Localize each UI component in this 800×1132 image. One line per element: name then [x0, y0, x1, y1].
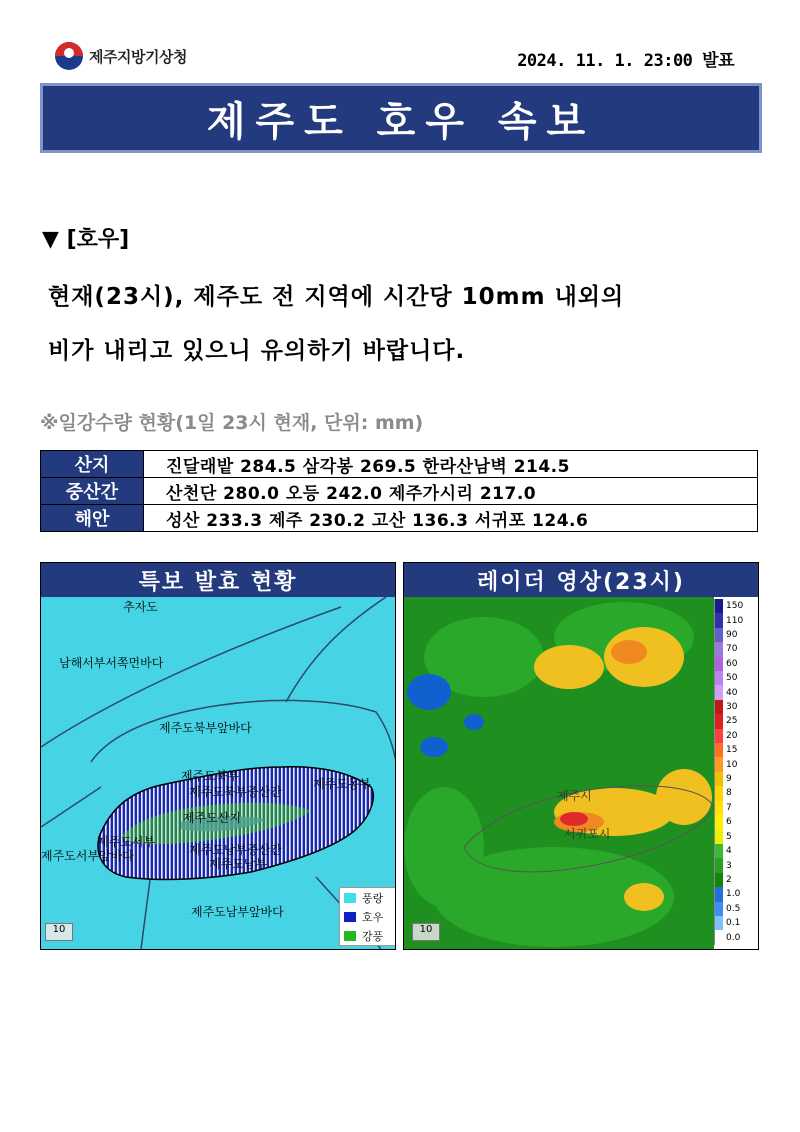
radar-scale-value: 2	[726, 874, 732, 885]
label-north: 제주도북부	[181, 769, 239, 783]
label-chuja: 추자도	[123, 600, 158, 614]
radar-scale-value: 6	[726, 817, 732, 828]
radar-scale-value: 40	[726, 687, 738, 698]
radar-scale-step	[714, 930, 758, 944]
label-east: 제주도동부	[313, 777, 371, 791]
radar-scale-value: 5	[726, 831, 732, 842]
radar-scale-swatch	[714, 815, 723, 829]
row-label: 중산간	[41, 478, 144, 505]
radar-panel	[403, 562, 759, 950]
radar-scale-swatch	[714, 613, 723, 627]
radar-scale-swatch	[714, 743, 723, 757]
radar-scale-step	[714, 844, 758, 858]
rainfall-note: ※일강수량 현황(1일 23시 현재, 단위: mm)	[40, 412, 424, 434]
radar-scale-value: 25	[726, 716, 738, 727]
radar-scale-step	[714, 757, 758, 771]
radar-scale-value: 10	[726, 759, 738, 770]
radar-scale-value: 0.1	[726, 918, 741, 929]
label-south-mid: 제주도남부중산간	[189, 843, 282, 857]
radar-scale-swatch	[714, 873, 723, 887]
radar-scale-step	[714, 671, 758, 685]
row-values: 산천단 280.0 오등 242.0 제주가시리 217.0	[144, 478, 758, 505]
radar-scale-swatch	[714, 786, 723, 800]
message-line-2: 비가 내리고 있으니 유의하기 바랍니다.	[48, 338, 466, 364]
radar-scale-step	[714, 873, 758, 887]
rainfall-table	[40, 450, 758, 532]
radar-scale-value: 60	[726, 658, 738, 669]
radar-scale-value: 30	[726, 702, 738, 713]
radar-scale-value: 150	[726, 601, 744, 612]
row-values: 진달래밭 284.5 삼각봉 269.5 한라산남벽 214.5	[144, 451, 758, 478]
radar-scale-swatch	[714, 700, 723, 714]
legend-swatch	[344, 931, 356, 941]
legend-swatch	[344, 912, 356, 922]
radar-scale-value: 15	[726, 745, 738, 756]
radar-scale-step	[714, 657, 758, 671]
radar-scale-step	[714, 815, 758, 829]
message-line-1: 현재(23시), 제주도 전 지역에 시간당 10mm 내외의	[48, 284, 625, 310]
radar-scale-swatch	[714, 714, 723, 728]
radar-scale-swatch	[714, 729, 723, 743]
radar-color-scale	[714, 599, 758, 945]
legend-swatch	[344, 893, 356, 903]
section-heading: ▼ [호우]	[42, 227, 130, 252]
radar-scale-value: 110	[726, 615, 744, 626]
radar-scale-step	[714, 887, 758, 901]
agency-name: 제주지방기상청	[89, 47, 187, 66]
label-seogwipo-city: 서귀포시	[564, 827, 611, 841]
radar-scale-step	[714, 700, 758, 714]
radar-scale-swatch	[714, 902, 723, 916]
row-label: 해안	[41, 505, 144, 532]
radar-scale-swatch	[714, 772, 723, 786]
radar-scale-swatch	[714, 916, 723, 930]
radar-scale-step	[714, 685, 758, 699]
legend-item	[340, 926, 396, 945]
radar-scale-value: 1.0	[726, 889, 741, 900]
radar-scale-step	[714, 858, 758, 872]
legend-label: 풍랑	[362, 891, 384, 905]
radar-scale-step	[714, 772, 758, 786]
radar-scale-swatch	[714, 844, 723, 858]
radar-scale-step	[714, 916, 758, 930]
warning-legend	[339, 887, 396, 946]
map-scale-label: 10	[45, 923, 73, 941]
label-south-sea: 제주도남부앞바다	[191, 905, 284, 919]
radar-scale-value: 9	[726, 774, 732, 785]
title-banner	[40, 83, 762, 153]
radar-scale-swatch	[714, 671, 723, 685]
radar-scale-value: 90	[726, 630, 738, 641]
radar-scale-swatch	[714, 801, 723, 815]
radar-scale-swatch	[714, 858, 723, 872]
issued-time: 2024. 11. 1. 23:00 발표	[517, 51, 734, 71]
table-row	[41, 505, 758, 532]
warning-map-panel	[40, 562, 396, 950]
page-title: 제주도 호우 속보	[206, 98, 596, 145]
radar-scale-swatch	[714, 830, 723, 844]
radar-scale-value: 70	[726, 644, 738, 655]
radar-scale-value: 20	[726, 730, 738, 741]
label-north-sea: 제주도북부앞바다	[159, 721, 252, 735]
radar-scale-step	[714, 714, 758, 728]
radar-scale-step	[714, 786, 758, 800]
radar-image	[404, 597, 758, 949]
table-row	[41, 478, 758, 505]
agency-logo	[55, 40, 187, 72]
legend-label: 강풍	[362, 929, 384, 943]
warning-map-title: 특보 발효 현황	[41, 563, 395, 597]
radar-scale-value: 3	[726, 860, 732, 871]
radar-svg	[404, 597, 759, 949]
radar-scale-swatch	[714, 887, 723, 901]
radar-scale-value: 7	[726, 802, 732, 813]
radar-scale-swatch	[714, 930, 723, 944]
radar-scale-step	[714, 599, 758, 613]
radar-scale-step	[714, 729, 758, 743]
label-mountain: 제주도산지	[183, 811, 241, 825]
radar-scale-step	[714, 830, 758, 844]
radar-scale-step	[714, 642, 758, 656]
label-sw-sea: 남해서부서쪽먼바다	[59, 656, 164, 670]
radar-scale-swatch	[714, 757, 723, 771]
legend-item	[340, 907, 396, 926]
radar-scale-step	[714, 628, 758, 642]
row-values: 성산 233.3 제주 230.2 고산 136.3 서귀포 124.6	[144, 505, 758, 532]
label-north-mid: 제주도북부중산간	[189, 785, 282, 799]
table-row	[41, 451, 758, 478]
radar-scale-step	[714, 801, 758, 815]
radar-scale-swatch	[714, 628, 723, 642]
row-label: 산지	[41, 451, 144, 478]
label-south: 제주도남부	[209, 857, 267, 871]
label-west: 제주도서부	[97, 835, 155, 849]
radar-scale-swatch	[714, 685, 723, 699]
radar-scale-swatch	[714, 657, 723, 671]
radar-scale-step	[714, 613, 758, 627]
radar-scale-swatch	[714, 599, 723, 613]
radar-scale-swatch	[714, 642, 723, 656]
label-jeju-city: 제주시	[557, 789, 592, 803]
radar-scale-step	[714, 902, 758, 916]
radar-scale-step	[714, 743, 758, 757]
radar-scale-value: 8	[726, 788, 732, 799]
kma-emblem-icon	[55, 42, 83, 70]
radar-scale-value: 4	[726, 846, 732, 857]
radar-scale-value: 0.5	[726, 903, 741, 914]
radar-scale-value: 0.0	[726, 932, 741, 943]
legend-item	[340, 888, 396, 907]
label-west-sea: 제주도서부앞바다	[41, 849, 134, 863]
radar-title: 레이더 영상(23시)	[404, 563, 758, 597]
legend-label: 호우	[362, 910, 384, 924]
radar-scale-value: 50	[726, 673, 738, 684]
radar-scale-label: 10	[412, 923, 440, 941]
warning-map	[41, 597, 395, 949]
